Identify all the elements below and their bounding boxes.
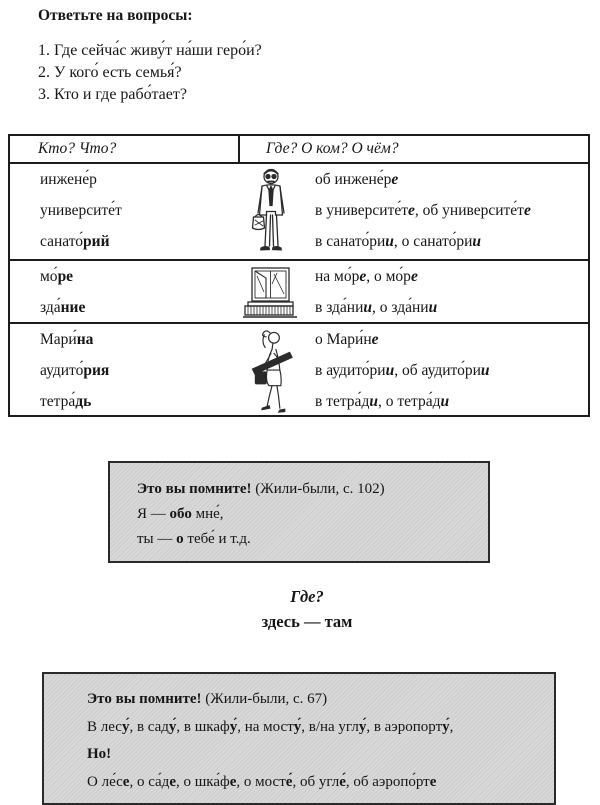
window-illustration	[241, 266, 299, 320]
term: аудито́рия	[40, 362, 110, 379]
term: инжене́р	[40, 171, 97, 188]
table-row	[10, 261, 588, 324]
remember-but: Но!	[87, 746, 112, 762]
table-header-row	[10, 136, 588, 164]
prepositional-cell	[315, 164, 531, 257]
term: университе́т	[40, 202, 122, 219]
remember-example: ты — о тебе́ и т.д.	[137, 531, 251, 547]
table-row	[10, 324, 588, 419]
table-row	[10, 164, 588, 261]
case-form: о Мари́не	[315, 331, 379, 348]
remember-example: В лесу́, в саду́, в шкафу́, на мосту́, в/на углу́, в аэропорту́,	[87, 718, 454, 735]
nominative-cell	[40, 261, 85, 323]
term: санато́рий	[40, 233, 110, 250]
remember-example: Я — обо мне́,	[137, 506, 224, 522]
question-item: 3. Кто и где рабо́тает?	[38, 86, 187, 103]
remember-box-67	[42, 672, 556, 805]
woman-illustration	[247, 328, 299, 416]
prepositional-cell	[315, 261, 437, 323]
term: зда́ние	[40, 299, 86, 316]
term: тетра́дь	[40, 393, 92, 410]
case-form: на мо́ре, о мо́ре	[315, 268, 418, 285]
grammar-table	[8, 134, 590, 417]
nominative-cell	[40, 324, 109, 417]
term: мо́ре	[40, 268, 74, 285]
exercise-heading: Ответьте на вопросы:	[38, 7, 193, 24]
case-form: в санато́рии, о санато́рии	[315, 233, 481, 250]
question-item: 2. У кого́ есть семья́?	[38, 64, 182, 81]
question-list	[38, 40, 262, 106]
remember-example: О ле́се, о са́де, о шка́фе, о мосте́, об угле́, об аэропо́рте	[87, 773, 437, 790]
case-form: в тетра́ди, о тетра́ди	[315, 393, 450, 410]
column-header-nominative: Кто? Что?	[10, 136, 240, 162]
case-form: об инжене́ре	[315, 171, 399, 188]
question-item: 1. Где сейча́с живу́т на́ши геро́и?	[38, 42, 262, 59]
term: Мари́на	[40, 331, 94, 348]
remember-title: Это вы помните! (Жили-были, с. 67)	[87, 691, 328, 707]
case-form: в аудито́рии, об аудито́рии	[315, 362, 490, 379]
prepositional-cell	[315, 324, 490, 417]
case-form: в зда́нии, о зда́нии	[315, 299, 438, 316]
nominative-cell	[40, 164, 122, 257]
case-form: в университе́те, об университе́те	[315, 202, 531, 219]
remember-title: Это вы помните! (Жили-были, с. 102)	[137, 481, 385, 497]
here-there-text: здесь — там	[261, 612, 353, 631]
remember-box-102	[108, 461, 490, 563]
column-header-prepositional: Где? О ком? О чём?	[266, 140, 399, 157]
where-heading: Где?	[290, 587, 324, 606]
man-illustration	[247, 167, 295, 255]
